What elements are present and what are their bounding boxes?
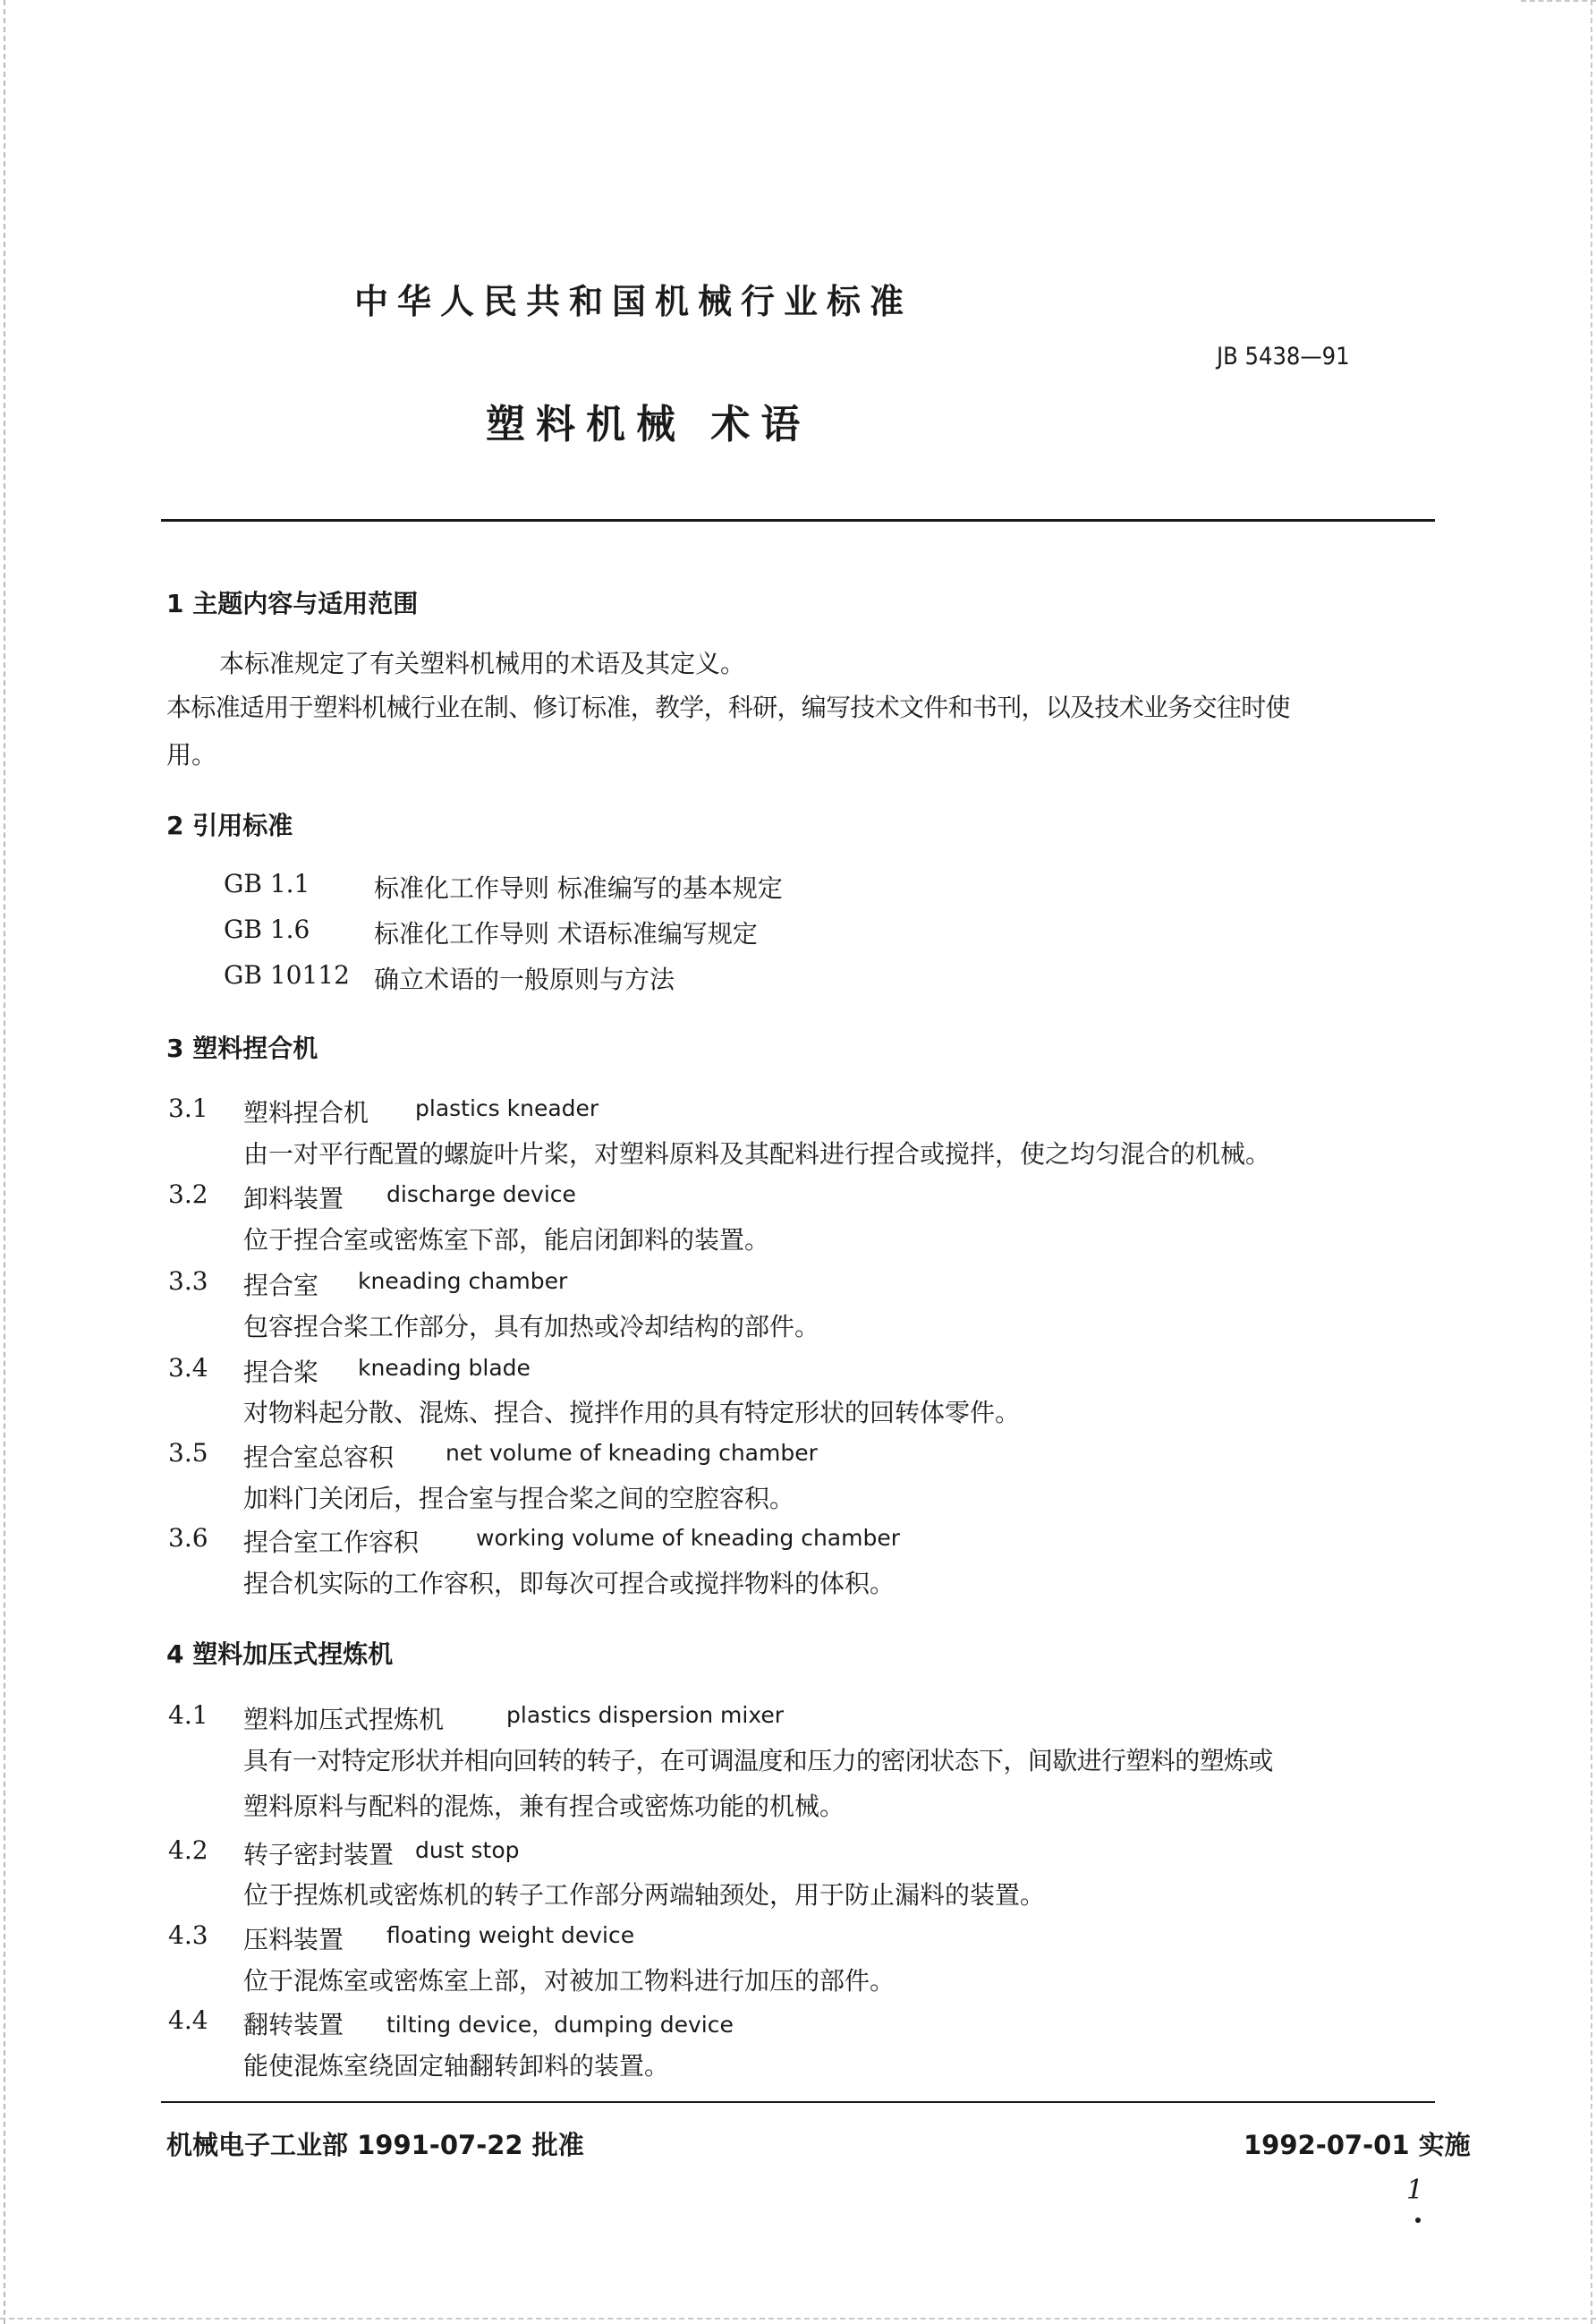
term-english: working volume of kneading chamber bbox=[476, 1525, 900, 1551]
term-chinese: 捏合室 bbox=[243, 1271, 319, 1300]
term-definition: 塑料原料与配料的混炼，兼有捏合或密炼功能的机械。 bbox=[243, 1792, 845, 1821]
approval-statement: 机械电子工业部 1991-07-22 批准 bbox=[166, 2130, 584, 2160]
term-english: dust stop bbox=[415, 1837, 520, 1863]
term-definition: 能使混炼室绕固定轴翻转卸料的装置。 bbox=[243, 2051, 670, 2081]
scan-corner-top-right bbox=[1521, 0, 1596, 38]
term-number: 4.1 bbox=[168, 1700, 208, 1730]
sec1-paragraph-1: 本标准规定了有关塑料机械用的术语及其定义。 bbox=[219, 649, 746, 678]
term-english: kneading blade bbox=[358, 1355, 531, 1381]
term-english: plastics dispersion mixer bbox=[506, 1702, 785, 1728]
page-number: 1 bbox=[1406, 2175, 1424, 2206]
term-number: 3.4 bbox=[168, 1353, 208, 1383]
reference-title: 标准化工作导则 标准编写的基本规定 bbox=[374, 873, 783, 903]
scan-edge-right bbox=[1591, 0, 1593, 2324]
term-english: tilting device，dumping device bbox=[386, 2012, 734, 2038]
term-number: 3.1 bbox=[168, 1094, 208, 1123]
sec1-paragraph-2-line-1: 本标准适用于塑料机械行业在制、修订标准，教学，科研，编写技术文件和书刊，以及技术业务交往时使 bbox=[166, 693, 1290, 722]
term-number: 3.6 bbox=[168, 1523, 208, 1553]
org-title: 中华人民共和国机械行业标准 bbox=[354, 282, 913, 321]
term-chinese: 塑料捏合机 bbox=[243, 1098, 369, 1128]
scan-edge-bottom bbox=[0, 2318, 1596, 2320]
term-definition: 加料门关闭后，捏合室与捏合桨之间的空腔容积。 bbox=[243, 1484, 795, 1513]
sec1-paragraph-2-line-2: 用。 bbox=[166, 740, 217, 770]
term-chinese: 捏合室总容积 bbox=[243, 1443, 395, 1472]
doc-title: 塑料机械 术语 bbox=[486, 402, 811, 447]
term-definition: 捏合机实际的工作容积，即每次可捏合或搅拌物料的体积。 bbox=[243, 1569, 896, 1598]
standard-code: JB 5438—91 bbox=[1217, 343, 1350, 370]
term-number: 3.2 bbox=[168, 1179, 208, 1209]
term-definition: 对物料起分散、混炼、捏合、搅拌作用的具有特定形状的回转体零件。 bbox=[243, 1398, 1021, 1427]
term-chinese: 压料装置 bbox=[243, 1925, 344, 1954]
reference-code: GB 1.1 bbox=[224, 869, 310, 898]
term-chinese: 卸料装置 bbox=[243, 1184, 344, 1213]
term-chinese: 塑料加压式捏炼机 bbox=[243, 1705, 445, 1734]
term-english: discharge device bbox=[386, 1181, 576, 1207]
term-definition: 由一对平行配置的螺旋叶片桨，对塑料原料及其配料进行捏合或搅拌，使之均匀混合的机械。 bbox=[243, 1139, 1271, 1169]
section-heading-4: 4 塑料加压式捏炼机 bbox=[166, 1639, 394, 1669]
reference-title: 标准化工作导则 术语标准编写规定 bbox=[374, 919, 758, 949]
term-number: 3.5 bbox=[168, 1438, 208, 1468]
reference-title: 确立术语的一般原则与方法 bbox=[374, 965, 675, 994]
term-chinese: 转子密封装置 bbox=[243, 1840, 395, 1869]
term-definition: 包容捏合桨工作部分，具有加热或冷却结构的部件。 bbox=[243, 1312, 820, 1341]
header-rule bbox=[161, 519, 1435, 522]
term-english: kneading chamber bbox=[358, 1268, 568, 1294]
term-english: net volume of kneading chamber bbox=[446, 1440, 818, 1466]
term-definition: 位于捏合室或密炼室下部，能启闭卸料的装置。 bbox=[243, 1225, 770, 1255]
term-chinese: 捏合桨 bbox=[243, 1358, 319, 1387]
term-definition: 具有一对特定形状并相向回转的转子，在可调温度和压力的密闭状态下，间歇进行塑料的塑炼或 bbox=[243, 1746, 1273, 1775]
section-heading-1: 1 主题内容与适用范围 bbox=[166, 589, 419, 618]
term-number: 3.3 bbox=[168, 1266, 208, 1296]
scan-edge-left bbox=[4, 0, 6, 2324]
term-number: 4.3 bbox=[168, 1920, 208, 1950]
reference-code: GB 10112 bbox=[224, 960, 350, 990]
term-definition: 位于混炼室或密炼室上部，对被加工物料进行加压的部件。 bbox=[243, 1966, 896, 1996]
term-chinese: 捏合室工作容积 bbox=[243, 1528, 420, 1557]
term-chinese: 翻转装置 bbox=[243, 2010, 344, 2039]
implementation-date: 1992-07-01 实施 bbox=[1244, 2130, 1471, 2160]
section-heading-2: 2 引用标准 bbox=[166, 811, 293, 840]
footer-rule bbox=[161, 2101, 1435, 2103]
term-english: floating weight device bbox=[386, 1922, 635, 1948]
reference-code: GB 1.6 bbox=[224, 915, 310, 944]
term-definition: 位于捏炼机或密炼机的转子工作部分两端轴颈处，用于防止漏料的装置。 bbox=[243, 1880, 1046, 1910]
term-number: 4.4 bbox=[168, 2005, 208, 2035]
term-english: plastics kneader bbox=[415, 1095, 599, 1121]
term-number: 4.2 bbox=[168, 1835, 208, 1865]
section-heading-3: 3 塑料捏合机 bbox=[166, 1034, 318, 1063]
scan-dot bbox=[1415, 2218, 1421, 2223]
